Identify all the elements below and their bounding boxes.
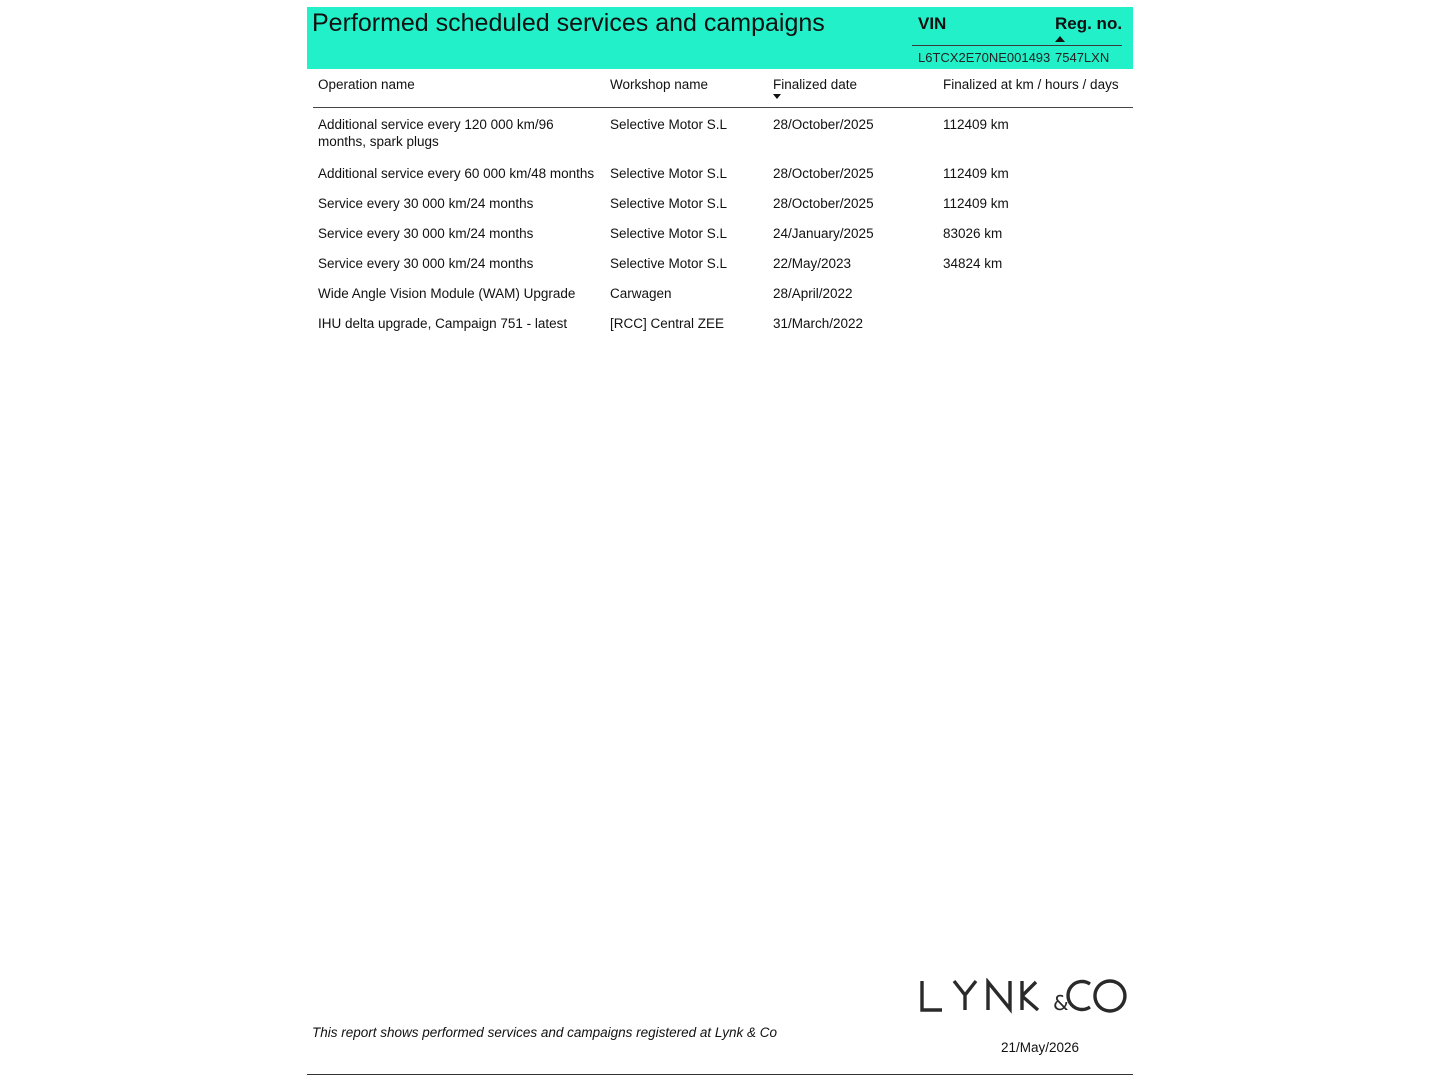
lynk-co-logo: [918, 978, 1130, 1014]
table-row: [318, 255, 1133, 285]
finalized-date-cell: 28/April/2022: [773, 286, 853, 301]
column-header-date[interactable]: Finalized date: [773, 77, 858, 92]
workshop-name-cell: Selective Motor S.L: [610, 226, 728, 241]
table-row: [318, 315, 1133, 345]
finalized-date-cell: 31/March/2022: [773, 316, 864, 331]
sort-up-icon: [1055, 36, 1065, 42]
reg-no-value: 7547LXN: [1055, 50, 1110, 65]
reg-no-column-header[interactable]: Reg. no.: [1055, 14, 1123, 33]
finalized-date-cell: 22/May/2023: [773, 256, 852, 271]
operation-name-cell: Service every 30 000 km/24 months: [318, 226, 534, 241]
page-title: Performed scheduled services and campaigns: [312, 9, 825, 37]
workshop-name-cell: Carwagen: [610, 286, 672, 301]
vin-value: L6TCX2E70NE001493: [918, 50, 1051, 65]
header-divider: [912, 45, 1122, 46]
table-row: [318, 165, 1133, 195]
report-footnote: This report shows performed services and campaigns registered at Lynk & Co: [312, 1025, 777, 1040]
table-row: [318, 225, 1133, 255]
finalized-date-cell: 28/October/2025: [773, 196, 874, 211]
table-row: [318, 285, 1133, 315]
column-header-workshop[interactable]: Workshop name: [610, 77, 709, 92]
finalized-km-cell: 112409 km: [943, 117, 1009, 132]
report-header: [307, 7, 1133, 69]
operation-name-cell: IHU delta upgrade, Campaign 751 - latest: [318, 316, 568, 331]
workshop-name-cell: Selective Motor S.L: [610, 196, 728, 211]
column-header-operation[interactable]: Operation name: [318, 77, 415, 92]
vin-column-header[interactable]: VIN: [918, 14, 947, 33]
operation-name-cell: Additional service every 120 000 km/96 months, spark plugs: [318, 117, 554, 149]
finalized-date-cell: 24/January/2025: [773, 226, 874, 241]
workshop-name-cell: [RCC] Central ZEE: [610, 316, 725, 331]
sort-down-icon: [773, 94, 781, 99]
finalized-date-cell: 28/October/2025: [773, 117, 874, 132]
svg-text:&: &: [1053, 991, 1069, 1014]
operation-name-cell: Service every 30 000 km/24 months: [318, 196, 534, 211]
finalized-km-cell: 83026 km: [943, 226, 1003, 241]
table-row: [318, 195, 1133, 225]
workshop-name-cell: Selective Motor S.L: [610, 256, 728, 271]
workshop-name-cell: Selective Motor S.L: [610, 166, 728, 181]
report-date: 21/May/2026: [1001, 1040, 1080, 1055]
finalized-km-cell: 112409 km: [943, 166, 1009, 181]
service-table-body: [318, 116, 1133, 345]
table-header-rule: [313, 107, 1133, 108]
workshop-name-cell: Selective Motor S.L: [610, 117, 728, 132]
column-header-km[interactable]: Finalized at km / hours / days: [943, 77, 1119, 92]
finalized-km-cell: 34824 km: [943, 256, 1003, 271]
operation-name-cell: Service every 30 000 km/24 months: [318, 256, 534, 271]
table-row: [318, 116, 1133, 165]
finalized-date-cell: 28/October/2025: [773, 166, 874, 181]
finalized-km-cell: 112409 km: [943, 196, 1009, 211]
footer-rule: [307, 1074, 1133, 1075]
operation-name-cell: Additional service every 60 000 km/48 months: [318, 166, 595, 181]
operation-name-cell: Wide Angle Vision Module (WAM) Upgrade: [318, 286, 576, 301]
